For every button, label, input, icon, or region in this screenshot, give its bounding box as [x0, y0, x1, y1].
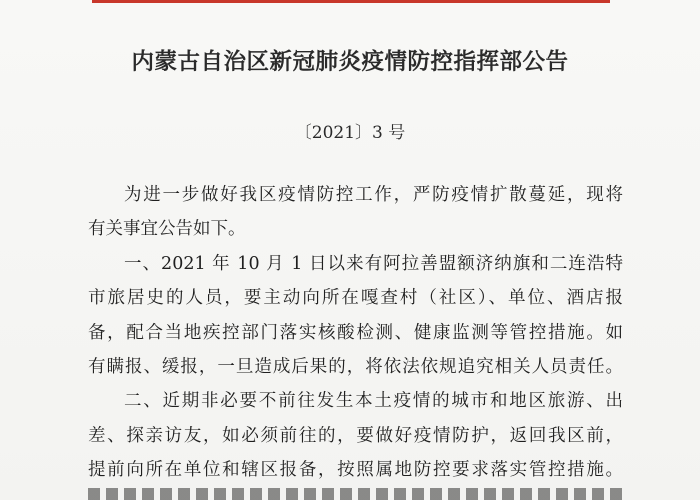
paragraph-line: 备，配合当地疾控部门落实核酸检测、健康监测等管控措施。如	[88, 322, 623, 343]
paragraph-line: 有关事宜公告如下。	[88, 219, 246, 240]
document-title: 内蒙古自治区新冠肺炎疫情防控指挥部公告	[131, 49, 569, 75]
document-number: 〔2021〕3 号	[294, 123, 406, 143]
document-body	[88, 178, 623, 488]
paragraph-line: 差、探亲访友，如必须前往的，要做好疫情防护，返回我区前，	[88, 425, 623, 446]
paragraph-line: 有瞒报、缓报，一旦造成后果的，将依法依规追究相关人员责任。	[88, 356, 623, 377]
paragraph-line: 二、近期非必要不前往发生本土疫情的城市和地区旅游、出	[124, 391, 623, 412]
red-header-rule	[92, 0, 610, 3]
paragraph-line: 为进一步做好我区疫情防控工作，严防疫情扩散蔓延，现将	[124, 185, 623, 205]
paragraph-line: 市旅居史的人员，要主动向所在嘎查村（社区）、单位、酒店报	[88, 288, 623, 309]
cropped-text-line	[88, 486, 623, 500]
paragraph-line: 一、2021 年 10 月 1 日以来有阿拉善盟额济纳旗和二连浩特	[124, 253, 623, 274]
paragraph-line: 提前向所在单位和辖区报备，按照属地防控要求落实管控措施。	[88, 460, 623, 481]
